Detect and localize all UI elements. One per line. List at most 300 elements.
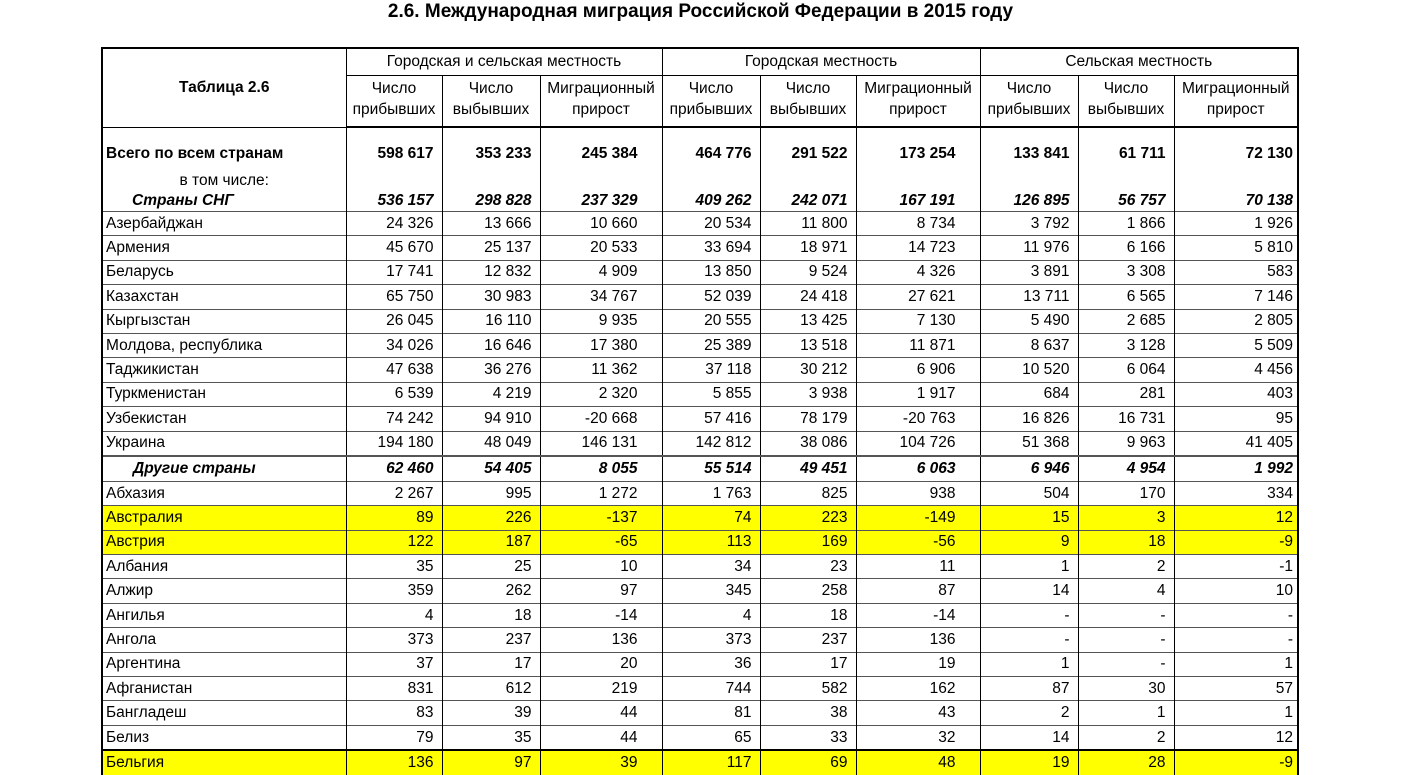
cell-value: 6 063 (856, 456, 980, 482)
column-header (662, 76, 760, 128)
cell-value: 20 533 (540, 236, 662, 260)
cell-value: 2 (1078, 725, 1174, 750)
cell-value: 89 (346, 506, 442, 530)
cell-value: 17 (442, 652, 540, 676)
cell-value: - (1174, 628, 1298, 652)
table-row (102, 333, 1298, 357)
cell-value: 54 405 (442, 456, 540, 482)
table-row (102, 236, 1298, 260)
cell-value: 12 (1174, 725, 1298, 750)
cell-value: -20 763 (856, 407, 980, 431)
group-header: Сельская местность (980, 48, 1298, 76)
cell-value: 117 (662, 750, 760, 774)
country-name: Абхазия (102, 481, 346, 505)
cell-value: 2 320 (540, 382, 662, 406)
cell-value: 11 976 (980, 236, 1078, 260)
cell-value: -149 (856, 506, 980, 530)
country-name: Бельгия (102, 750, 346, 774)
other-label: Другие страны (102, 456, 346, 482)
cell-value: 56 757 (1078, 164, 1174, 212)
header-row-groups (102, 48, 1298, 76)
cell-value: 34 767 (540, 285, 662, 309)
cell-value: 20 (540, 652, 662, 676)
cell-value: 9 524 (760, 260, 856, 284)
cell-value: 94 910 (442, 407, 540, 431)
cell-value: 16 826 (980, 407, 1078, 431)
cell-value: 1 (980, 555, 1078, 579)
cell-value: 684 (980, 382, 1078, 406)
group-header: Городская и сельская местность (346, 48, 662, 76)
cell-value: 373 (662, 628, 760, 652)
cell-value: 16 646 (442, 333, 540, 357)
cell-value: 20 534 (662, 212, 760, 236)
column-header-line1: Миграционный (547, 80, 655, 97)
cell-value: 26 045 (346, 309, 442, 333)
country-name: Ангола (102, 628, 346, 652)
cell-value: 69 (760, 750, 856, 774)
cell-value: 28 (1078, 750, 1174, 774)
cell-value: 4 (1078, 579, 1174, 603)
cell-value: 409 262 (662, 164, 760, 212)
cell-value: 13 850 (662, 260, 760, 284)
cell-value: 37 118 (662, 358, 760, 382)
table-row (102, 506, 1298, 530)
migration-table (101, 47, 1299, 775)
cell-value: 4 (662, 603, 760, 627)
cell-value: 51 368 (980, 431, 1078, 456)
cell-value: 226 (442, 506, 540, 530)
cell-value: 17 741 (346, 260, 442, 284)
cell-value: 122 (346, 530, 442, 554)
cell-value: 16 110 (442, 309, 540, 333)
cis-label-cell (102, 164, 346, 212)
column-header (856, 76, 980, 128)
column-header-line2: выбывших (1087, 101, 1165, 118)
cell-value: 4 954 (1078, 456, 1174, 482)
cell-value: 3 792 (980, 212, 1078, 236)
cell-value: 281 (1078, 382, 1174, 406)
cell-value: 87 (856, 579, 980, 603)
cell-value: 142 812 (662, 431, 760, 456)
cell-value: 57 416 (662, 407, 760, 431)
cell-value: 41 405 (1174, 431, 1298, 456)
column-header-line2: прирост (1206, 101, 1265, 118)
cell-value: 11 362 (540, 358, 662, 382)
column-header-line2: прирост (889, 101, 947, 118)
cell-value: 70 138 (1174, 164, 1298, 212)
cell-value: 3 128 (1078, 333, 1174, 357)
cell-value: 13 425 (760, 309, 856, 333)
cell-value: 825 (760, 481, 856, 505)
cell-value: - (1078, 628, 1174, 652)
cell-value: 237 (760, 628, 856, 652)
country-name: Афганистан (102, 677, 346, 701)
cell-value: 3 938 (760, 382, 856, 406)
column-header-line1: Число (468, 80, 514, 97)
cell-value: 219 (540, 677, 662, 701)
cell-value: 245 384 (540, 127, 662, 164)
cell-value: 242 071 (760, 164, 856, 212)
cell-value: 97 (540, 579, 662, 603)
country-name: Украина (102, 431, 346, 456)
cell-value: 97 (442, 750, 540, 774)
table-row (102, 750, 1298, 774)
cell-value: 8 637 (980, 333, 1078, 357)
cell-value: 162 (856, 677, 980, 701)
column-header (760, 76, 856, 128)
cell-value: 2 (980, 701, 1078, 725)
country-name: Туркменистан (102, 382, 346, 406)
table-row (102, 407, 1298, 431)
cell-value: 173 254 (856, 127, 980, 164)
cell-value: 744 (662, 677, 760, 701)
cell-value: 5 490 (980, 309, 1078, 333)
cell-value: 146 131 (540, 431, 662, 456)
country-name: Белиз (102, 725, 346, 750)
column-header-line1: Миграционный (864, 80, 972, 97)
cell-value: 37 (346, 652, 442, 676)
cell-value: 583 (1174, 260, 1298, 284)
cell-value: -20 668 (540, 407, 662, 431)
cell-value: 353 233 (442, 127, 540, 164)
cell-value: 39 (442, 701, 540, 725)
table-row (102, 481, 1298, 505)
cell-value: 52 039 (662, 285, 760, 309)
table-row (102, 358, 1298, 382)
cell-value: 24 418 (760, 285, 856, 309)
table-row (102, 382, 1298, 406)
cell-value: 169 (760, 530, 856, 554)
column-header-line2: выбывших (452, 101, 530, 118)
cell-value: 19 (856, 652, 980, 676)
cell-value: 1 (1174, 701, 1298, 725)
cell-value: - (1078, 603, 1174, 627)
cell-value: - (980, 603, 1078, 627)
cell-value: 18 (1078, 530, 1174, 554)
table-row (102, 579, 1298, 603)
cell-value: 136 (856, 628, 980, 652)
cell-value: -56 (856, 530, 980, 554)
cell-value: 10 660 (540, 212, 662, 236)
cell-value: 262 (442, 579, 540, 603)
cell-value: 2 267 (346, 481, 442, 505)
cell-value: 223 (760, 506, 856, 530)
table-row (102, 603, 1298, 627)
country-name: Беларусь (102, 260, 346, 284)
cell-value: 3 308 (1078, 260, 1174, 284)
cell-value: 38 086 (760, 431, 856, 456)
cell-value: 373 (346, 628, 442, 652)
cell-value: 126 895 (980, 164, 1078, 212)
cell-value: 30 (1078, 677, 1174, 701)
table-row (102, 309, 1298, 333)
country-name: Молдова, республика (102, 333, 346, 357)
cell-value: 13 711 (980, 285, 1078, 309)
cell-value: - (1078, 652, 1174, 676)
cell-value: 1 272 (540, 481, 662, 505)
cell-value: 38 (760, 701, 856, 725)
cell-value: 194 180 (346, 431, 442, 456)
cell-value: 14 723 (856, 236, 980, 260)
column-header-line1: Число (1103, 80, 1149, 97)
country-name: Австрия (102, 530, 346, 554)
table-row (102, 260, 1298, 284)
cell-value: -65 (540, 530, 662, 554)
column-header-line1: Миграционный (1181, 80, 1290, 97)
cell-value: 10 (1174, 579, 1298, 603)
cell-value: 17 (760, 652, 856, 676)
cell-value: 12 (1174, 506, 1298, 530)
cell-value: 13 518 (760, 333, 856, 357)
table-row (102, 212, 1298, 236)
cell-value: 18 (760, 603, 856, 627)
cell-value: 612 (442, 677, 540, 701)
cell-value: 10 (540, 555, 662, 579)
cell-value: 113 (662, 530, 760, 554)
cell-value: 25 389 (662, 333, 760, 357)
cell-value: 9 935 (540, 309, 662, 333)
cell-value: 15 (980, 506, 1078, 530)
cell-value: 2 805 (1174, 309, 1298, 333)
cell-value: 7 146 (1174, 285, 1298, 309)
cell-value: 30 983 (442, 285, 540, 309)
column-header-line2: прибывших (669, 101, 753, 118)
cell-value: 35 (346, 555, 442, 579)
cell-value: 17 380 (540, 333, 662, 357)
table-row (102, 530, 1298, 554)
cell-value: 345 (662, 579, 760, 603)
cell-value: 6 166 (1078, 236, 1174, 260)
cell-value: 18 (442, 603, 540, 627)
table-row (102, 555, 1298, 579)
cell-value: 9 (980, 530, 1078, 554)
country-name: Узбекистан (102, 407, 346, 431)
cell-value: 14 (980, 725, 1078, 750)
cell-value: 23 (760, 555, 856, 579)
cell-value: 258 (760, 579, 856, 603)
cell-value: -14 (856, 603, 980, 627)
cell-value: -9 (1174, 530, 1298, 554)
cell-value: 43 (856, 701, 980, 725)
table-row (102, 285, 1298, 309)
cell-value: 1 866 (1078, 212, 1174, 236)
cell-value: 32 (856, 725, 980, 750)
total-label: Всего по всем странам (102, 127, 346, 164)
column-header-line2: прибывших (352, 101, 436, 118)
cell-value: 11 (856, 555, 980, 579)
table-row (102, 652, 1298, 676)
cell-value: 78 179 (760, 407, 856, 431)
page-title: 2.6. Международная миграция Российской Федерации в 2015 году (387, 1, 1014, 22)
cell-value: 55 514 (662, 456, 760, 482)
cell-value: 8 055 (540, 456, 662, 482)
cell-value: 237 329 (540, 164, 662, 212)
column-header-line1: Число (785, 80, 831, 97)
cell-value: 36 276 (442, 358, 540, 382)
table-row (102, 628, 1298, 652)
cell-value: 81 (662, 701, 760, 725)
cell-value: 6 906 (856, 358, 980, 382)
cis-total-row (102, 164, 1298, 212)
cell-value: 133 841 (980, 127, 1078, 164)
cell-value: 536 157 (346, 164, 442, 212)
cell-value: 47 638 (346, 358, 442, 382)
column-header-line1: Число (1006, 80, 1052, 97)
column-header (1174, 76, 1298, 128)
cell-value: 18 971 (760, 236, 856, 260)
cell-value: 44 (540, 725, 662, 750)
cell-value: 35 (442, 725, 540, 750)
cell-value: 49 451 (760, 456, 856, 482)
cell-value: 582 (760, 677, 856, 701)
cell-value: 1 (1078, 701, 1174, 725)
cell-value: 4 456 (1174, 358, 1298, 382)
cell-value: 4 909 (540, 260, 662, 284)
cell-value: 1 (980, 652, 1078, 676)
group-header: Городская местность (662, 48, 980, 76)
cell-value: 504 (980, 481, 1078, 505)
cell-value: -137 (540, 506, 662, 530)
column-header-line1: Число (688, 80, 734, 97)
total-row (102, 127, 1298, 164)
cell-value: 83 (346, 701, 442, 725)
cell-value: 5 855 (662, 382, 760, 406)
cell-value: 7 130 (856, 309, 980, 333)
cell-value: 298 828 (442, 164, 540, 212)
country-name: Австралия (102, 506, 346, 530)
cell-value: 104 726 (856, 431, 980, 456)
cell-value: 136 (540, 628, 662, 652)
table-row (102, 701, 1298, 725)
cell-value: 48 (856, 750, 980, 774)
cell-value: 5 509 (1174, 333, 1298, 357)
cell-value: 30 212 (760, 358, 856, 382)
cell-value: 11 871 (856, 333, 980, 357)
including-label: в том числе: (179, 172, 269, 189)
cell-value: 995 (442, 481, 540, 505)
cell-value: 48 049 (442, 431, 540, 456)
cell-value: 2 (1078, 555, 1174, 579)
cell-value: 6 539 (346, 382, 442, 406)
table-row (102, 677, 1298, 701)
cell-value: 62 460 (346, 456, 442, 482)
cell-value: 79 (346, 725, 442, 750)
column-header (442, 76, 540, 128)
country-name: Казахстан (102, 285, 346, 309)
country-name: Бангладеш (102, 701, 346, 725)
cell-value: 187 (442, 530, 540, 554)
cell-value: 61 711 (1078, 127, 1174, 164)
cell-value: 33 (760, 725, 856, 750)
cell-value: 4 326 (856, 260, 980, 284)
cell-value: 25 (442, 555, 540, 579)
column-header (540, 76, 662, 128)
cell-value: 12 832 (442, 260, 540, 284)
column-header (346, 76, 442, 128)
cell-value: 170 (1078, 481, 1174, 505)
cell-value: 34 026 (346, 333, 442, 357)
cell-value: 291 522 (760, 127, 856, 164)
column-header-line1: Число (371, 80, 417, 97)
column-header (980, 76, 1078, 128)
cell-value: 3 (1078, 506, 1174, 530)
cell-value: 34 (662, 555, 760, 579)
cell-value: 403 (1174, 382, 1298, 406)
cell-value: 74 242 (346, 407, 442, 431)
country-name: Ангилья (102, 603, 346, 627)
cell-value: 45 670 (346, 236, 442, 260)
cell-value: 39 (540, 750, 662, 774)
table-label: Таблица 2.6 (102, 48, 346, 127)
country-name: Кыргызстан (102, 309, 346, 333)
cell-value: 831 (346, 677, 442, 701)
cell-value: 57 (1174, 677, 1298, 701)
cell-value: 6 565 (1078, 285, 1174, 309)
cell-value: -14 (540, 603, 662, 627)
cell-value: 27 621 (856, 285, 980, 309)
cell-value: 11 800 (760, 212, 856, 236)
cell-value: 65 (662, 725, 760, 750)
other-total-row (102, 456, 1298, 482)
cell-value: 20 555 (662, 309, 760, 333)
column-header-line2: выбывших (769, 101, 847, 118)
cell-value: 25 137 (442, 236, 540, 260)
cell-value: 44 (540, 701, 662, 725)
cell-value: 87 (980, 677, 1078, 701)
cell-value: - (980, 628, 1078, 652)
country-name: Азербайджан (102, 212, 346, 236)
cell-value: 36 (662, 652, 760, 676)
cell-value: 16 731 (1078, 407, 1174, 431)
cell-value: 1 917 (856, 382, 980, 406)
cell-value: 1 926 (1174, 212, 1298, 236)
cell-value: 33 694 (662, 236, 760, 260)
cell-value: 598 617 (346, 127, 442, 164)
cell-value: 237 (442, 628, 540, 652)
table-row (102, 431, 1298, 456)
cell-value: -1 (1174, 555, 1298, 579)
cell-value: 6 064 (1078, 358, 1174, 382)
cell-value: 10 520 (980, 358, 1078, 382)
cell-value: 9 963 (1078, 431, 1174, 456)
cell-value: 136 (346, 750, 442, 774)
cell-value: 72 130 (1174, 127, 1298, 164)
cell-value: -9 (1174, 750, 1298, 774)
cell-value: 2 685 (1078, 309, 1174, 333)
cell-value: 1 992 (1174, 456, 1298, 482)
cell-value: 464 776 (662, 127, 760, 164)
cell-value: - (1174, 603, 1298, 627)
cell-value: 1 (1174, 652, 1298, 676)
country-name: Армения (102, 236, 346, 260)
column-header (1078, 76, 1174, 128)
cell-value: 938 (856, 481, 980, 505)
country-name: Алжир (102, 579, 346, 603)
column-header-line2: прибывших (987, 101, 1071, 118)
cell-value: 95 (1174, 407, 1298, 431)
cell-value: 65 750 (346, 285, 442, 309)
table-row (102, 725, 1298, 750)
cell-value: 5 810 (1174, 236, 1298, 260)
cell-value: 14 (980, 579, 1078, 603)
cell-value: 4 (346, 603, 442, 627)
cell-value: 74 (662, 506, 760, 530)
cell-value: 1 763 (662, 481, 760, 505)
cell-value: 24 326 (346, 212, 442, 236)
column-header-line2: прирост (572, 101, 630, 118)
cell-value: 167 191 (856, 164, 980, 212)
cell-value: 359 (346, 579, 442, 603)
